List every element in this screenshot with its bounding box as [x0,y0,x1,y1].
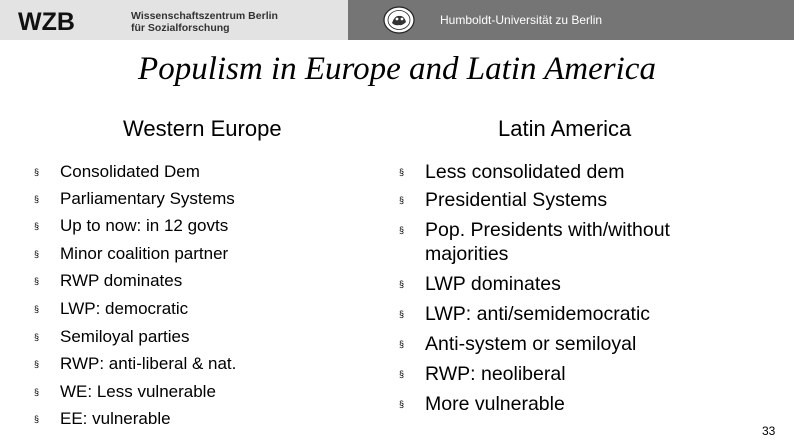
wzb-logo: WZB [18,8,75,36]
bullet-icon: § [399,279,405,289]
institute-line-2: für Sozialforschung [131,22,230,34]
bullet-icon: § [399,225,405,235]
bullet-icon: § [34,414,40,424]
bullet-icon: § [34,387,40,397]
latin-america-heading: Latin America [498,116,632,141]
bullet-icon: § [34,221,40,231]
bullet-icon: § [34,276,40,286]
bullet-icon: § [34,249,40,259]
bullet-icon: § [34,332,40,342]
university-name: Humboldt-Universität zu Berlin [440,13,603,27]
institute-name [131,10,278,34]
bullet-icon: § [399,309,405,319]
institute-line-1: Wissenschaftszentrum Berlin [131,10,278,22]
bullet-icon: § [399,195,405,205]
bullet-icon: § [34,304,40,314]
slide-title: Populism in Europe and Latin America [138,51,656,87]
bullet-icon: § [34,194,40,204]
bullet-icon: § [34,167,40,177]
page-number: 33 [762,424,776,438]
bullet-icon: § [399,339,405,349]
bullet-icon: § [399,399,405,409]
university-seal-icon [383,6,415,34]
bullet-icon: § [34,359,40,369]
western-europe-heading: Western Europe [123,116,282,141]
bullet-icon: § [399,167,405,177]
bullet-icon: § [399,369,405,379]
